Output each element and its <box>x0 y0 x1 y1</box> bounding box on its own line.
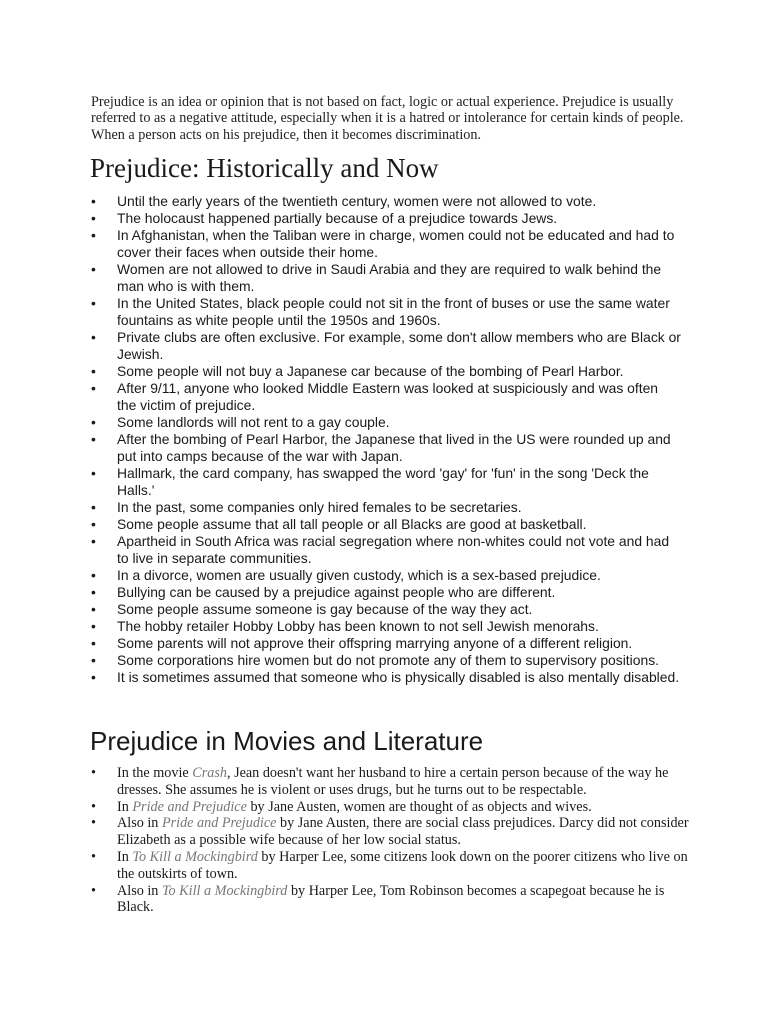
list-item: • In a divorce, women are usually given custody, which is a sex-based prejudice. <box>91 567 681 584</box>
list-item: • Private clubs are often exclusive. For example, some don't allow members who are Black or Jewish. <box>91 329 681 363</box>
list-item: • Some people assume someone is gay because of the way they act. <box>91 601 681 618</box>
list-item <box>91 849 691 883</box>
item-text: Also in <box>117 882 162 899</box>
list-item: • Some people will not buy a Japanese car because of the bombing of Pearl Harbor. <box>91 363 681 380</box>
item-text: by Jane Austen, there are social class prejudices. Darcy did not consider Elizabeth as a possible wife because of her low social status. <box>117 815 689 849</box>
historical-list <box>91 193 681 686</box>
item-text: by Jane Austen, women are thought of as objects and wives. <box>246 798 592 815</box>
list-item: • The hobby retailer Hobby Lobby has been known to not sell Jewish menorahs. <box>91 618 681 635</box>
list-item: • After 9/11, anyone who looked Middle Eastern was looked at suspiciously and was often the victim of prejudice. <box>91 380 681 414</box>
list-item: • Hallmark, the card company, has swapped the word 'gay' for 'fun' in the song 'Deck the Halls.' <box>91 465 681 499</box>
list-item: • Until the early years of the twentieth century, women were not allowed to vote. <box>91 193 681 210</box>
list-item: • After the bombing of Pearl Harbor, the Japanese that lived in the US were rounded up and put into camps because of the war with Japan. <box>91 431 681 465</box>
list-item <box>91 815 691 849</box>
item-text: In the movie <box>117 765 193 781</box>
list-item: • It is sometimes assumed that someone who is physically disabled is also mentally disabled. <box>91 669 681 686</box>
list-item: • Apartheid in South Africa was racial segregation where non-whites could not vote and had to live in separate communities. <box>91 533 681 567</box>
item-text: , Jean doesn't want her husband to hire a certain person because of the way he dresses. She assumes he is violent or uses drugs, but he turns out to be respectable. <box>117 765 669 798</box>
work-title: Pride and Prejudice <box>161 815 277 832</box>
list-item: • Women are not allowed to drive in Saudi Arabia and they are required to walk behind the man who is with them. <box>91 261 681 295</box>
list-item: • The holocaust happened partially because of a prejudice towards Jews. <box>91 210 681 227</box>
work-title: Crash <box>192 765 227 781</box>
item-text: Also in <box>117 815 162 832</box>
list-item: • In the United States, black people could not sit in the front of buses or use the same water fountains as white people until the 1950s and 1960s. <box>91 295 681 329</box>
work-title: To Kill a Mockingbird <box>161 882 288 899</box>
item-text: In <box>117 848 133 865</box>
work-title: To Kill a Mockingbird <box>132 848 258 865</box>
movies-literature-list <box>91 765 691 916</box>
list-item: • Bullying can be caused by a prejudice against people who are different. <box>91 584 681 601</box>
item-text: by Harper Lee, some citizens look down on the poorer citizens who live on the outskirts of town. <box>117 848 688 882</box>
list-item: • Some landlords will not rent to a gay couple. <box>91 414 681 431</box>
work-title: Pride and Prejudice <box>132 798 247 815</box>
list-item: • Some people assume that all tall people or all Blacks are good at basketball. <box>91 516 681 533</box>
list-item: • In the past, some companies only hired females to be secretaries. <box>91 499 681 516</box>
list-item <box>91 765 691 799</box>
section-heading-movies-literature: Prejudice in Movies and Literature <box>90 726 484 756</box>
intro-paragraph: Prejudice is an idea or opinion that is not based on fact, logic or actual experience. Prejudice is usually referred to as a negative attitude, especially when it is a hatred or intolerance for certain kinds of people. When a person acts on his prejudice, then it becomes discrimination. <box>91 94 684 143</box>
section-heading-historically: Prejudice: Historically and Now <box>90 153 439 183</box>
list-item <box>91 799 691 816</box>
item-text: In <box>117 798 133 815</box>
list-item: • Some corporations hire women but do not promote any of them to supervisory positions. <box>91 652 681 669</box>
item-text: by Harper Lee, Tom Robinson becomes a scapegoat because he is Black. <box>117 882 665 916</box>
list-item: • Some parents will not approve their offspring marrying anyone of a different religion. <box>91 635 681 652</box>
list-item <box>91 883 691 917</box>
list-item: • In Afghanistan, when the Taliban were in charge, women could not be educated and had to cover their faces when outside their home. <box>91 227 681 261</box>
